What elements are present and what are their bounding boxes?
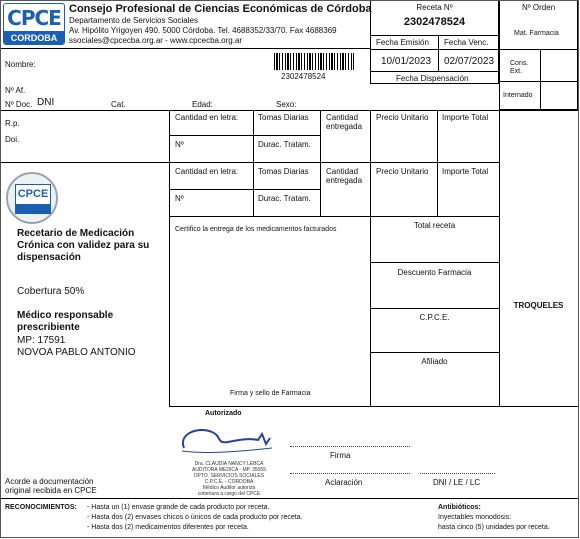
durac-tratam-1: Durac. Tratam. xyxy=(258,140,311,149)
rp-label: R.p. xyxy=(5,119,20,128)
receta-number: 2302478524 xyxy=(403,16,466,28)
certifico-text: Certifico la entrega de los medicamentos facturados xyxy=(175,226,337,233)
fecha-dispensacion-label: Fecha Dispensación xyxy=(396,74,469,83)
doi-label: Doi. xyxy=(5,135,20,144)
cons-ext: Cons. Ext. xyxy=(510,60,529,75)
tomas-diarias-1: Tomas Diarias xyxy=(258,113,309,122)
troqueles-label: TROQUELES xyxy=(513,301,564,310)
internado: Internado xyxy=(503,92,533,99)
logo-subtext: CORDOBA xyxy=(4,31,64,44)
total-receta: Total receta xyxy=(413,221,456,230)
precio-unitario-2: Precio Unitario xyxy=(376,167,429,176)
fecha-emision-value: 10/01/2023 xyxy=(381,56,432,67)
contact: ssociales@cpcecba.org.ar - www.cpcecba.org.ar xyxy=(69,36,243,45)
edad-label: Edad: xyxy=(192,100,213,109)
naf-label: Nº Af. xyxy=(5,86,26,95)
address: Av. Hipólito Yrigoyen 490. 5000 Córdoba. Tel. 4688352/33/70. Fax 4688369 xyxy=(69,26,337,35)
fecha-emision-label: Fecha Emisión xyxy=(376,38,429,47)
department: Departamento de Servicios Sociales xyxy=(69,16,198,25)
reconocimiento-item-3: - Hasta dos (2) medicamentos diferentes por receta. xyxy=(87,524,249,531)
mat-farmacia: Mat. Farmacia xyxy=(514,30,559,37)
reconocimiento-item-2: - Hasta dos (2) envases chicos o únicos de cada producto por receta. xyxy=(87,514,303,521)
acorde-text: Acorde a documentación original recibida en CPCE xyxy=(5,477,97,495)
cantidad-letra-1: Cantidad en letra: xyxy=(175,113,239,122)
cpce-total: C.P.C.E. xyxy=(419,313,450,322)
cobertura: Cobertura 50% xyxy=(17,286,85,297)
ndoc-label: Nº Doc. xyxy=(5,100,33,109)
afiliado-total: Afiliado xyxy=(421,357,448,366)
cpce-seal-image: CPCE xyxy=(6,172,58,224)
fecha-venc-value: 02/07/2023 xyxy=(444,56,495,67)
nombre-label: Nombre: xyxy=(5,60,36,69)
precio-unitario-1: Precio Unitario xyxy=(376,113,429,122)
logo-text: CPCE xyxy=(7,5,61,30)
descuento-farmacia: Descuento Farmacia xyxy=(397,268,472,277)
autorizado-label: Autorizado xyxy=(205,410,242,417)
dni-le-lc-label: DNI / LE / LC xyxy=(433,478,481,487)
mp-number: MP: 17591 xyxy=(17,335,66,346)
numero-2: Nº xyxy=(175,194,184,203)
durac-tratam-2: Durac. Tratam. xyxy=(258,194,311,203)
importe-total-1: Importe Total xyxy=(442,113,489,122)
importe-total-2: Importe Total xyxy=(442,167,489,176)
ndoc-value: DNI xyxy=(37,97,55,108)
org-name: Consejo Profesional de Ciencias Económicas de Córdoba xyxy=(69,3,372,15)
cantidad-letra-2: Cantidad en letra: xyxy=(175,167,239,176)
auditor-stamp: Dra. CLAUDIA NANCY LEBCA AUDITORA MEDICA - MP. 35055 DPTO. SERVICIOS SOCIALES C.P.C.E. - CORDOBA Médico Auditor autoriza cobertura a cargo del CPCE xyxy=(191,461,266,497)
firma-label: Firma xyxy=(330,451,351,460)
reconocimiento-item-1: - Hasta un (1) envase grande de cada producto por receta. xyxy=(87,504,270,511)
numero-1: Nº xyxy=(175,140,184,149)
antibioticos-line-2: hasta cinco (5) unidades por receta. xyxy=(438,524,550,531)
firma-sello-farmacia: Firma y sello de Farmacia xyxy=(230,390,311,397)
antibioticos-line-1: Inyectables monodosis: xyxy=(438,514,512,521)
medico-label: Médico responsable prescribiente xyxy=(17,310,114,333)
tomas-diarias-2: Tomas Diarias xyxy=(258,167,309,176)
orden-label: Nº Orden xyxy=(522,3,556,12)
reconocimientos-label: RECONOCIMIENTOS: xyxy=(5,504,77,511)
aclaracion-label: Aclaración xyxy=(325,478,363,487)
cantidad-entregada-2: Cantidad entregada xyxy=(326,167,363,185)
antibioticos-label: Antibióticos: xyxy=(438,504,481,511)
barcode-number: 2302478524 xyxy=(281,72,326,81)
cat-label: Cat. xyxy=(111,100,126,109)
fecha-venc-label: Fecha Venc. xyxy=(444,38,489,47)
doctor-name: NOVOA PABLO ANTONIO xyxy=(17,347,136,358)
receta-label: Receta Nº xyxy=(416,3,453,12)
recetario-title: Recetario de Medicación Crónica con validez para su dispensación xyxy=(17,228,150,263)
sexo-label: Sexo: xyxy=(276,100,297,109)
cantidad-entregada-1: Cantidad entregada xyxy=(326,113,363,131)
